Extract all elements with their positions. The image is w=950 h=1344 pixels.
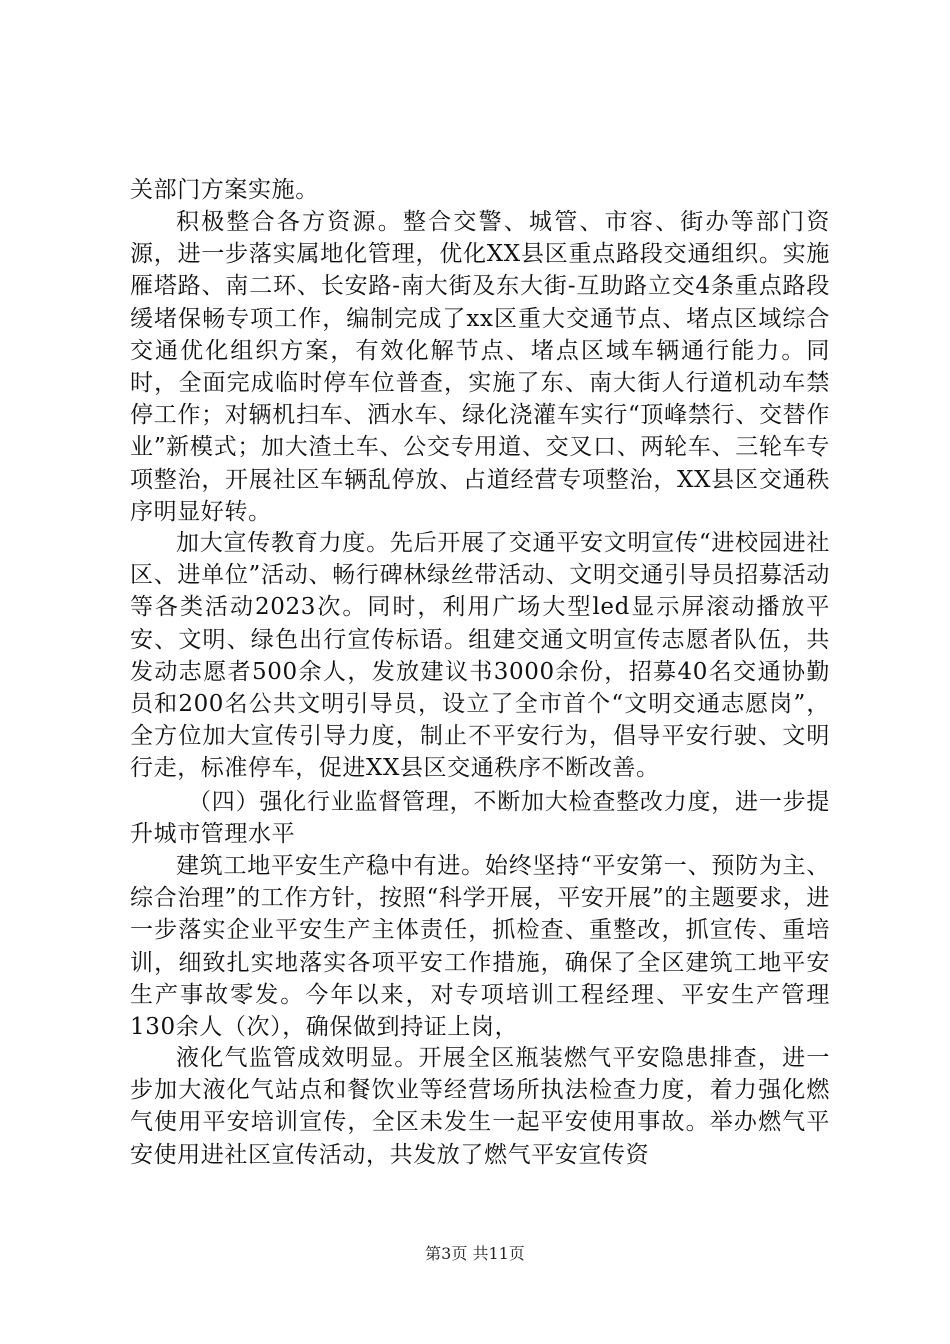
paragraph-lpg-supervision: 液化气监管成效明显。开展全区瓶装燃气平安隐患排查，进一步加大液化气站点和餐饮业等经营场所执法检查力度，着力强化燃气使用平安培训宣传，全区未发生一起平安使用事故。举办燃气平安使用进社区宣传活动，共发放了燃气平安宣传资 bbox=[130, 1045, 830, 1168]
paragraph-publicity-education: 加大宣传教育力度。先后开展了交通平安文明宣传“进校园进社区、进单位”活动、畅行碑林绿丝带活动、文明交通引导员招募活动等各类活动2023次。同时，利用广场大型led显示屏滚动播放平安、文明、绿色出行宣传标语。组建交通文明宣传志愿者队伍，共发动志愿者500余人，发放建议书3000余份，招募40名交通协勤员和200名公共文明引导员，设立了全市首个“文明交通志愿岗”，全方位加大宣传引导力度，制止不平安行为，倡导平安行驶、文明行走，标准停车，促进XX县区交通秩序不断改善。 bbox=[130, 530, 830, 782]
paragraph-construction-safety: 建筑工地平安生产稳中有进。始终坚持“平安第一、预防为主、综合治理”的工作方针，按照“科学开展，平安开展”的主题要求，进一步落实企业平安生产主体责任，抓检查、重整改，抓宣传、重培训，细致扎实地落实各项平安工作措施，确保了全区建筑工地平安生产事故零发。今年以来，对专项培训工程经理、平安生产管理130余人（次），确保做到持证上岗， bbox=[130, 853, 830, 1041]
page-number-footer: 第3页 共11页 bbox=[425, 1244, 525, 1263]
paragraph-continuation: 关部门方案实施。 bbox=[130, 177, 319, 203]
section-heading-supervision: （四）强化行业监督管理，不断加大检查整改力度，进一步提升城市管理水平 bbox=[130, 789, 830, 848]
paragraph-resource-integration: 积极整合各方资源。整合交警、城管、市容、街办等部门资源，进一步落实属地化管理，优化XX县区重点路段交通组织。实施雁塔路、南二环、长安路-南大街及东大街-互助路立交4条重点路段缓堵保畅专项工作，编制完成了xx区重大交通节点、堵点区域综合交通优化组织方案，有效化解节点、堵点区域车辆通行能力。同时，全面完成临时停车位普查，实施了东、南大街人行道机动车禁停工作；对辆机扫车、洒水车、绿化浇灌车实行“顶峰禁行、交替作业”新模式；加大渣土车、公交专用道、交叉口、两轮车、三轮车专项整治，开展社区车辆乱停放、占道经营专项整治，XX县区交通秩序明显好转。 bbox=[130, 209, 830, 525]
